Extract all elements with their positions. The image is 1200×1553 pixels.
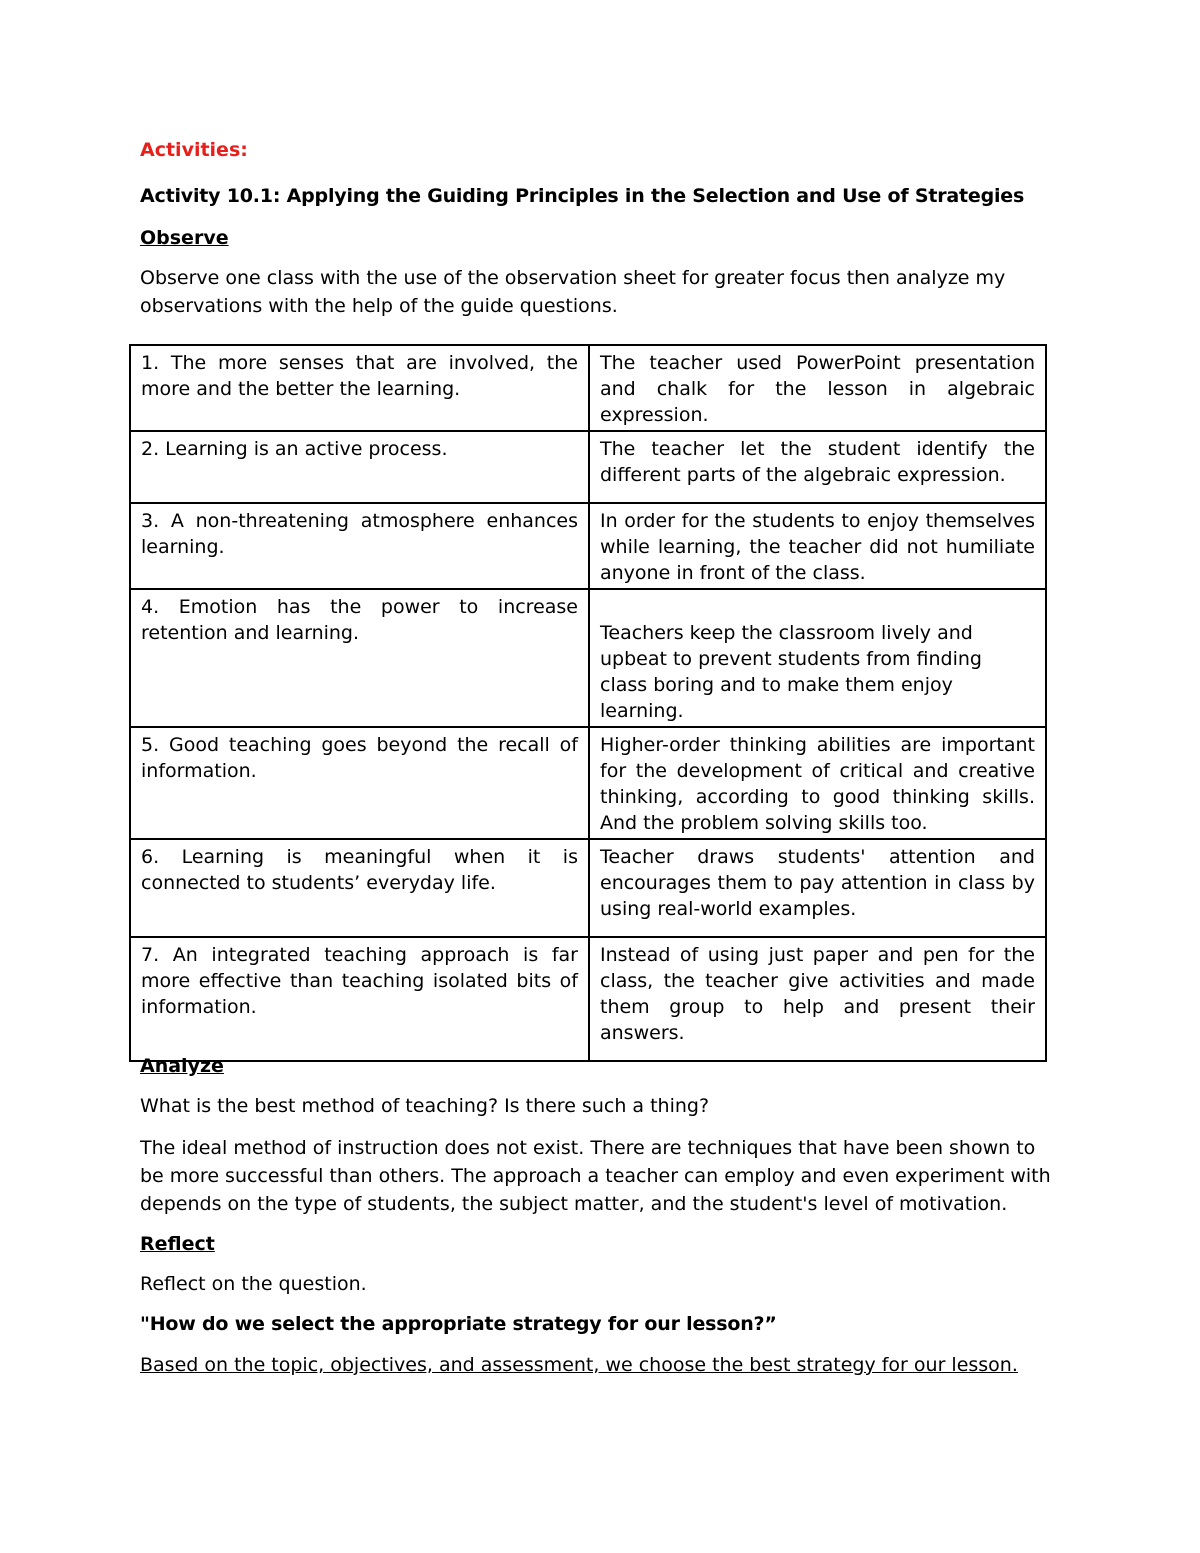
reflect-answer: Based on the topic, objectives, and assessment, we choose the best strategy for our lesson. (140, 1354, 1018, 1376)
reflect-instruction: Reflect on the question. (140, 1273, 367, 1295)
table-row (130, 937, 1046, 1061)
principle-cell: 3. A non-threatening atmosphere enhances learning. (130, 503, 589, 589)
analyze-heading: Analyze (140, 1055, 224, 1077)
observation-cell: Higher-order thinking abilities are important for the development of critical and creative thinking, according to good thinking skills. And the problem solving skills too. (589, 727, 1046, 839)
observation-cell: The teacher let the student identify the different parts of the algebraic expression. (589, 431, 1046, 503)
table-row (130, 503, 1046, 589)
table-row (130, 431, 1046, 503)
activity-title: Activity 10.1: Applying the Guiding Principles in the Selection and Use of Strategies (140, 185, 1025, 207)
observation-cell: Teacher draws students' attention and encourages them to pay attention in class by using real-world examples. (589, 839, 1046, 937)
principle-cell: 5. Good teaching goes beyond the recall of information. (130, 727, 589, 839)
document-page (140, 138, 1060, 1376)
table-row (130, 727, 1046, 839)
reflect-heading: Reflect (140, 1233, 215, 1255)
analysis-section (140, 1054, 1060, 1378)
observation-cell: The teacher used PowerPoint presentation and chalk for the lesson in algebraic expression. (589, 345, 1046, 431)
reflect-question: "How do we select the appropriate strategy for our lesson?” (140, 1313, 777, 1335)
analyze-question: What is the best method of teaching? Is there such a thing? (140, 1095, 710, 1117)
analyze-answer: The ideal method of instruction does not exist. There are techniques that have been shown to be more successful than others. The approach a teacher can employ and even experiment with depends on the type of students, the subject matter, and the student's level of motivation. (140, 1137, 1051, 1215)
observation-cell: In order for the students to enjoy themselves while learning, the teacher did not humiliate anyone in front of the class. (589, 503, 1046, 589)
principle-cell: 2. Learning is an active process. (130, 431, 589, 503)
observe-heading: Observe (140, 227, 229, 249)
observation-cell: Teachers keep the classroom lively and upbeat to prevent students from finding class boring and to make them enjoy learning. (589, 589, 1046, 727)
principle-cell: 4. Emotion has the power to increase retention and learning. (130, 589, 589, 727)
principle-cell: 7. An integrated teaching approach is far more effective than teaching isolated bits of information. (130, 937, 589, 1061)
principle-cell: 1. The more senses that are involved, the more and the better the learning. (130, 345, 589, 431)
principle-cell: 6. Learning is meaningful when it is connected to students’ everyday life. (130, 839, 589, 937)
observation-cell: Instead of using just paper and pen for the class, the teacher give activities and made them group to help and present their answers. (589, 937, 1046, 1061)
observe-instruction: Observe one class with the use of the observation sheet for greater focus then analyze my observations with the help of the guide questions. (140, 267, 1006, 317)
table-row (130, 839, 1046, 937)
observation-table (129, 344, 1047, 1062)
table-row (130, 345, 1046, 431)
table-row (130, 589, 1046, 727)
activities-heading: Activities: (140, 139, 248, 161)
